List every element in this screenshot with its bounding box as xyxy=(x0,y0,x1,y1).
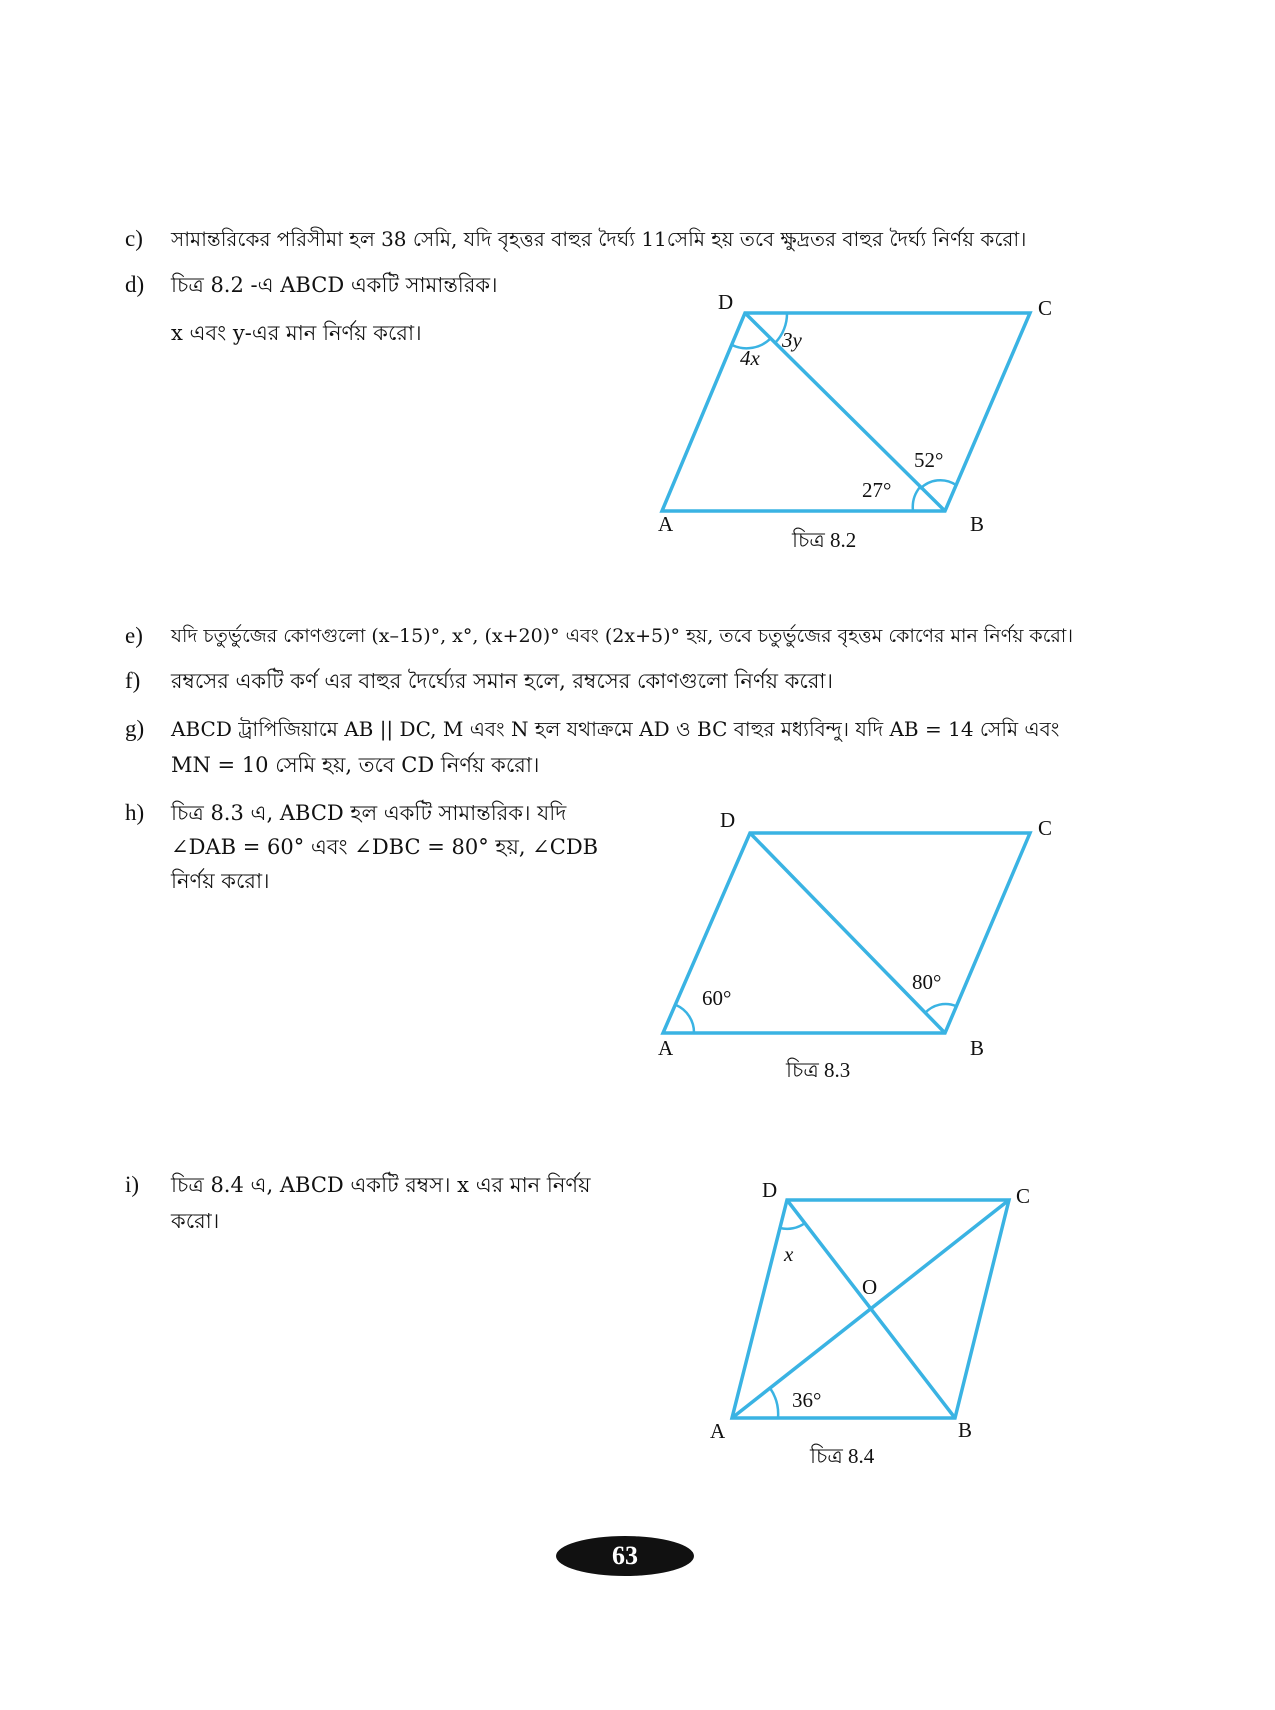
angle-label-80: 80° xyxy=(912,970,942,994)
question-label: g) xyxy=(125,716,145,741)
question-d xyxy=(125,268,685,348)
question-label: c) xyxy=(125,226,143,251)
angle-label-52: 52° xyxy=(914,448,944,472)
question-text-line2: করো। xyxy=(171,1209,220,1233)
figure-caption: চিত্র 8.2 xyxy=(792,528,857,552)
question-text: সামান্তরিকের পরিসীমা হল 38 সেমি, যদি বৃহত্তর বাহুর দৈর্ঘ্য 11সেমি হয় তবে ক্ষুদ্রতর বাহুর দৈর্ঘ্য নির্ণয় করো। xyxy=(171,227,1027,251)
vertex-label-d: D xyxy=(762,1178,778,1202)
vertex-label-c: C xyxy=(1038,816,1053,840)
question-text-line2: x এবং y-এর মান নির্ণয় করো। xyxy=(171,321,422,345)
vertex-label-b: B xyxy=(958,1418,973,1442)
vertex-label-a: A xyxy=(658,512,674,536)
page-number: 63 xyxy=(556,1536,694,1576)
question-i xyxy=(125,1168,625,1248)
angle-label-4x: 4x xyxy=(740,346,760,370)
vertex-label-a: A xyxy=(710,1419,726,1443)
vertex-label-b: B xyxy=(970,1036,985,1060)
question-text: চিত্র 8.2 -এ ABCD একটি সামান্তরিক। xyxy=(171,273,498,297)
angle-label-60: 60° xyxy=(702,986,732,1010)
angle-arc-27 xyxy=(913,487,920,511)
angle-arc-36 xyxy=(770,1388,778,1418)
vertex-label-o: O xyxy=(862,1275,878,1299)
figure-8-2 xyxy=(640,285,1080,555)
figure-8-4 xyxy=(700,1175,1060,1475)
figure-caption: চিত্র 8.3 xyxy=(786,1058,851,1082)
vertex-label-c: C xyxy=(1016,1184,1031,1208)
diagonal-db xyxy=(750,833,945,1033)
question-text: যদি চতুর্ভুজের কোণগুলো (x–15)°, x°, (x+20)° এবং (2x+5)° হয়, তবে চতুর্ভুজের বৃহত্তম কোণের মান নির্ণয় করো। xyxy=(171,625,1074,647)
angle-arc-80 xyxy=(925,1004,956,1013)
question-label: f) xyxy=(125,668,141,693)
question-text-line2: MN = 10 সেমি হয়, তবে CD নির্ণয় করো। xyxy=(171,753,540,777)
figure-caption: চিত্র 8.4 xyxy=(810,1444,875,1468)
angle-arc-x xyxy=(780,1223,805,1229)
vertex-label-d: D xyxy=(718,290,734,314)
question-text: চিত্র 8.3 এ, ABCD হল একটি সামান্তরিক। যদি xyxy=(171,801,567,825)
vertex-label-b: B xyxy=(970,512,985,536)
angle-arc-52 xyxy=(920,480,956,489)
question-text-line2: ∠DAB = 60° এবং ∠DBC = 80° হয়, ∠CDB xyxy=(171,835,599,859)
vertex-label-c: C xyxy=(1038,296,1053,320)
question-label: d) xyxy=(125,272,145,297)
angle-arc-60 xyxy=(676,1005,694,1033)
angle-label-3y: 3y xyxy=(782,328,802,352)
question-text: রম্বসের একটি কর্ণ এর বাহুর দৈর্ঘ্যের সমান হলে, রম্বসের কোণগুলো নির্ণয় করো। xyxy=(171,669,833,693)
vertex-label-d: D xyxy=(720,808,736,832)
question-h xyxy=(125,796,625,906)
question-label: i) xyxy=(125,1172,140,1197)
angle-label-36: 36° xyxy=(792,1388,822,1412)
question-label: h) xyxy=(125,800,145,825)
question-label: e) xyxy=(125,623,143,648)
angle-label-27: 27° xyxy=(862,478,892,502)
angle-label-x: x xyxy=(784,1242,794,1266)
question-g xyxy=(125,712,1155,792)
vertex-label-a: A xyxy=(658,1036,674,1060)
diagonal-ac xyxy=(732,1200,1009,1418)
question-text: চিত্র 8.4 এ, ABCD একটি রম্বস। x এর মান নির্ণয় xyxy=(171,1173,591,1197)
question-text: ABCD ট্রাপিজিয়ামে AB || DC, M এবং N হল যথাক্রমে AD ও BC বাহুর মধ্যবিন্দু। যদি AB = 14 সেমি এবং xyxy=(171,717,1060,741)
question-text-line3: নির্ণয় করো। xyxy=(171,869,270,893)
figure-8-3 xyxy=(640,805,1080,1085)
